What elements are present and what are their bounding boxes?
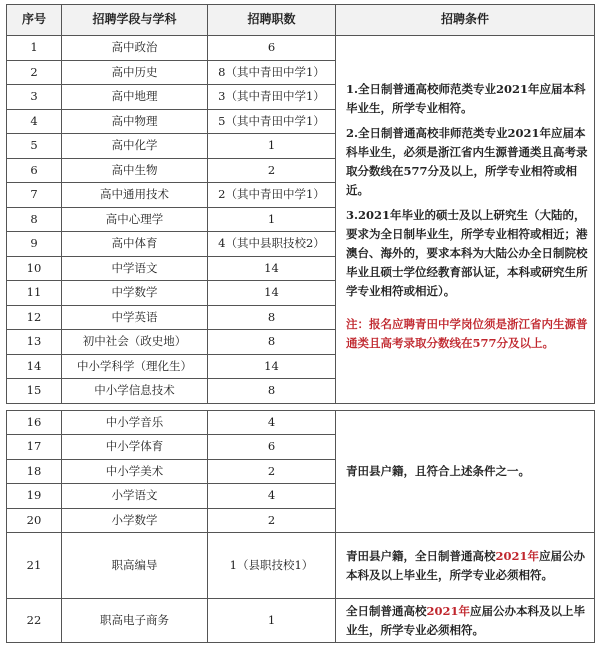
row-subject: 中小学音乐 <box>62 410 208 435</box>
conditions-group-2 <box>336 410 595 533</box>
row-count: 4 <box>208 410 336 435</box>
header-row <box>7 5 595 36</box>
conditions-group-4 <box>336 599 595 643</box>
condition-2: 2.全日制普通高校非师范类专业2021年应届本科毕业生，必须是浙江省内生源普通类且高考录取分数线在577分及以上，所学专业相符或相近。 <box>346 125 588 197</box>
condition-3: 3.2021年毕业的硕士及以上研究生（大陆的，要求为全日制毕业生，所学专业相符或相近；港澳台、海外的，要求本科为大陆公办全日制院校毕业且硕士学位经教育部认证，本科或研究生所学专业相符或相近）。 <box>346 207 588 298</box>
row-no: 4 <box>7 109 62 134</box>
row-subject: 中小学科学（理化生） <box>62 354 208 379</box>
row-no: 12 <box>7 305 62 330</box>
row-no: 22 <box>7 599 62 643</box>
row-subject: 中学数学 <box>62 281 208 306</box>
row-count: 8 <box>208 379 336 404</box>
condition-text: 应届公办本科及以上毕业生，所学专业必须相符。 <box>346 548 586 582</box>
row-subject: 高中体育 <box>62 232 208 257</box>
row-count: 14 <box>208 256 336 281</box>
row-no: 9 <box>7 232 62 257</box>
row-count: 14 <box>208 354 336 379</box>
row-count: 2 <box>208 158 336 183</box>
row-count: 2 <box>208 508 336 533</box>
table-row <box>7 599 595 643</box>
row-count: 1（县职技校1） <box>208 533 336 599</box>
row-subject: 中小学美术 <box>62 459 208 484</box>
row-subject: 高中心理学 <box>62 207 208 232</box>
row-subject: 高中通用技术 <box>62 183 208 208</box>
row-subject: 初中社会（政史地） <box>62 330 208 355</box>
table-row <box>7 410 595 435</box>
row-subject: 高中地理 <box>62 85 208 110</box>
row-count: 8（其中青田中学1） <box>208 60 336 85</box>
row-no: 19 <box>7 484 62 509</box>
row-no: 5 <box>7 134 62 159</box>
row-subject: 职高编导 <box>62 533 208 599</box>
row-no: 16 <box>7 410 62 435</box>
row-count: 6 <box>208 435 336 460</box>
row-no: 13 <box>7 330 62 355</box>
row-count: 3（其中青田中学1） <box>208 85 336 110</box>
row-subject: 高中物理 <box>62 109 208 134</box>
row-no: 7 <box>7 183 62 208</box>
table-row <box>7 533 595 599</box>
row-subject: 中学语文 <box>62 256 208 281</box>
condition-text: 应届公办本科及以上毕业生，所学专业必须相符。 <box>346 603 586 637</box>
row-count: 4（其中县职技校2） <box>208 232 336 257</box>
table-gap <box>7 403 595 410</box>
condition-year: 2021年 <box>426 603 471 618</box>
row-count: 1 <box>208 134 336 159</box>
header-subject: 招聘学段与学科 <box>62 5 208 36</box>
row-no: 14 <box>7 354 62 379</box>
row-no: 11 <box>7 281 62 306</box>
gap-cell <box>7 403 595 410</box>
table-row <box>7 36 595 61</box>
row-count: 8 <box>208 305 336 330</box>
row-count: 4 <box>208 484 336 509</box>
condition-hukou: 青田县户籍，且符合上述条件之一。 <box>346 463 530 478</box>
row-subject: 高中生物 <box>62 158 208 183</box>
row-no: 8 <box>7 207 62 232</box>
conditions-group-3 <box>336 533 595 599</box>
conditions-group-1 <box>336 36 595 404</box>
row-count: 6 <box>208 36 336 61</box>
row-no: 18 <box>7 459 62 484</box>
row-no: 1 <box>7 36 62 61</box>
row-count: 2 <box>208 459 336 484</box>
row-no: 3 <box>7 85 62 110</box>
row-no: 2 <box>7 60 62 85</box>
condition-text: 全日制普通高校 <box>346 603 427 618</box>
row-subject: 中学英语 <box>62 305 208 330</box>
row-subject: 高中历史 <box>62 60 208 85</box>
header-no: 序号 <box>7 5 62 36</box>
recruitment-table <box>6 4 595 643</box>
row-no: 17 <box>7 435 62 460</box>
row-subject: 小学语文 <box>62 484 208 509</box>
row-subject: 高中政治 <box>62 36 208 61</box>
row-no: 21 <box>7 533 62 599</box>
row-count: 1 <box>208 207 336 232</box>
condition-note: 注：报名应聘青田中学岗位须是浙江省内生源普通类且高考录取分数线在577分及以上。 <box>346 316 588 350</box>
condition-text: 青田县户籍，全日制普通高校 <box>346 548 496 563</box>
row-no: 6 <box>7 158 62 183</box>
condition-1: 1.全日制普通高校师范类专业2021年应届本科毕业生，所学专业相符。 <box>346 81 586 115</box>
row-subject: 高中化学 <box>62 134 208 159</box>
row-no: 10 <box>7 256 62 281</box>
row-no: 20 <box>7 508 62 533</box>
header-count: 招聘职数 <box>208 5 336 36</box>
row-count: 2（其中青田中学1） <box>208 183 336 208</box>
row-no: 15 <box>7 379 62 404</box>
row-count: 1 <box>208 599 336 643</box>
row-subject: 中小学体育 <box>62 435 208 460</box>
header-conditions: 招聘条件 <box>336 5 595 36</box>
row-subject: 职高电子商务 <box>62 599 208 643</box>
row-count: 14 <box>208 281 336 306</box>
row-subject: 小学数学 <box>62 508 208 533</box>
row-count: 8 <box>208 330 336 355</box>
row-count: 5（其中青田中学1） <box>208 109 336 134</box>
row-subject: 中小学信息技术 <box>62 379 208 404</box>
condition-year: 2021年 <box>495 548 540 563</box>
